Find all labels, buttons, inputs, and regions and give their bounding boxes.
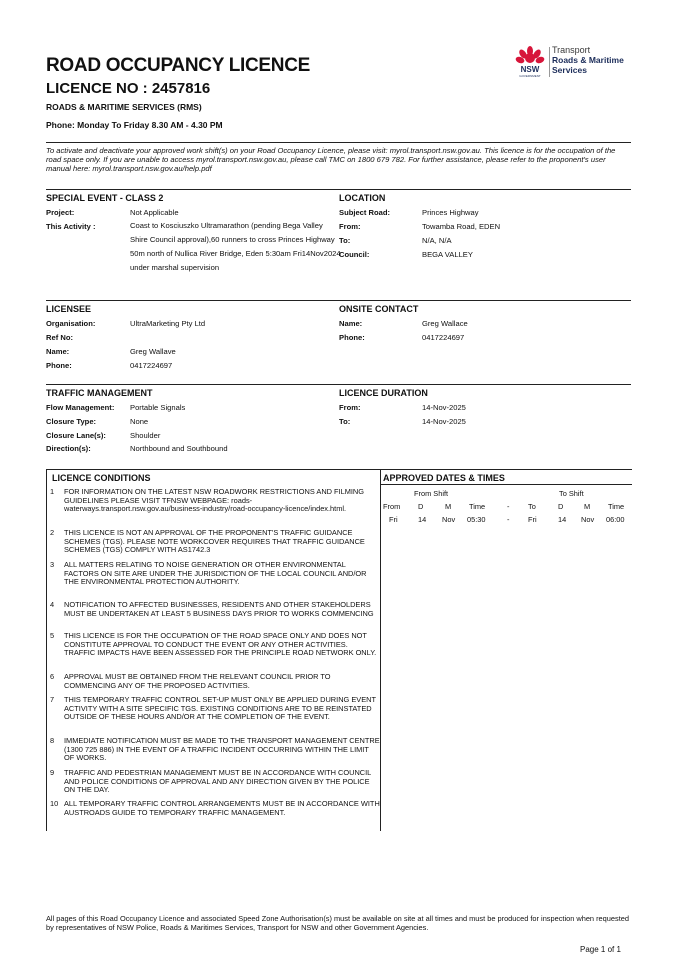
special-event-title: SPECIAL EVENT - CLASS 2 (46, 193, 164, 203)
condition-item: 1 FOR INFORMATION ON THE LATEST NSW ROADWORK RESTRICTIONS AND FILMING GUIDELINES PLEASE VISIT TFNSW WEBPAGE: roads-waterways.transport.nsw.gov.au/business-industry/road-occupancy-licence/index.html. (50, 487, 365, 514)
page-number: Page 1 of 1 (580, 945, 621, 954)
logo-divider (549, 47, 550, 77)
col-from: From (383, 502, 401, 511)
closure-lanes-value: Shoulder (130, 431, 161, 440)
activation-notice: To activate and deactivate your approved work shift(s) on your Road Occupancy Licence, please visit: myrol.transport.nsw.gov.au. This licence is for the occupation of the road space only. If you are unable to access myrol.transport.nsw.gov.au, please call TMC on 1800 679 782. For further assistance, please refer to the proponent's user manual here: myrol.transport.nsw.gov.au/help.pdf (46, 146, 616, 173)
onsite-phone-label: Phone: (339, 333, 365, 342)
closure-type-label: Closure Type: (46, 417, 97, 426)
approved-title-rule (381, 484, 632, 485)
direction-label: Direction(s): (46, 444, 91, 453)
duration-to-label: To: (339, 417, 351, 426)
licence-conditions-title: LICENCE CONDITIONS (52, 473, 151, 483)
closure-type-value: None (130, 417, 149, 426)
nsw-logo (512, 45, 632, 79)
onsite-contact-title: ONSITE CONTACT (339, 304, 419, 314)
waratah-icon (512, 45, 548, 79)
ref-no-label: Ref No: (46, 333, 73, 342)
to-shift-label: To Shift (559, 489, 584, 498)
col-dash: - (507, 502, 510, 511)
footer-notice: All pages of this Road Occupancy Licence and associated Speed Zone Authorisation(s) must be available on site at all times and must be produced for inspection when requested by representatives of NSW Police, Roads & Maritimes Services, Transport for NSW and other Government Agencies. (46, 914, 629, 932)
direction-value: Northbound and Southbound (130, 444, 228, 453)
to-value: N/A, N/A (422, 236, 452, 245)
duration-to-value: 14-Nov-2025 (422, 417, 466, 426)
col-to-month: M (584, 502, 591, 511)
subject-road-value: Princes Highway (422, 208, 479, 217)
divider (46, 189, 631, 190)
to-label: To: (339, 236, 351, 245)
col-to-day: D (558, 502, 564, 511)
licensee-phone-value: 0417224697 (130, 361, 173, 370)
licensee-name-value: Greg Wallave (130, 347, 176, 356)
col-from-day: D (418, 502, 424, 511)
from-value: Towamba Road, EDEN (422, 222, 501, 231)
divider (46, 142, 631, 143)
traffic-management-title: TRAFFIC MANAGEMENT (46, 388, 153, 398)
onsite-name-value: Greg Wallace (422, 319, 468, 328)
duration-from-label: From: (339, 403, 361, 412)
licensee-phone-label: Phone: (46, 361, 72, 370)
closure-lanes-label: Closure Lane(s): (46, 431, 106, 440)
condition-item: 7 THIS TEMPORARY TRAFFIC CONTROL SET-UP MUST ONLY BE APPLIED DURING EVENT ACTIVITY WITH A SITE SPECIFIC TGS. EXISTING CONDITIONS ARE TO BE REINSTATED OUTSIDE OF THESE HOURS AND/OR AT THE COMPLETION OF THE EVENT. (50, 695, 376, 722)
col-from-month: M (445, 502, 452, 511)
from-shift-label: From Shift (414, 489, 449, 498)
condition-item: 9 TRAFFIC AND PEDESTRIAN MANAGEMENT MUST BE IN ACCORDANCE WITH COUNCIL AND POLICE CONDITIONS OF APPROVAL AND ANY DIRECTION GIVEN BY THE POLICE ON THE DAY. (50, 768, 372, 795)
condition-item: 4 NOTIFICATION TO AFFECTED BUSINESSES, RESIDENTS AND OTHER STAKEHOLDERS MUST BE UNDERTAKEN AT LEAST 5 BUSINESS DAYS PRIOR TO WORKS COMMENCING (50, 600, 374, 618)
shift-dash: - (507, 515, 510, 524)
condition-item: 10 ALL TEMPORARY TRAFFIC CONTROL ARRANGEMENTS MUST BE IN ACCORDANCE WITH AUSTROADS GUIDE TO TEMPORARY TRAFFIC MANAGEMENT. (50, 799, 380, 817)
svg-text:NSW: NSW (520, 65, 540, 74)
issuing-organisation: ROADS & MARITIME SERVICES (RMS) (46, 102, 202, 112)
activity-value: Coast to Kosciuszko Ultramarathon (pending Bega Valley Shire Council approval),60 runners to cross Princes Highway 50m north of Nullica River Bridge, Eden 5:30am Fri14Nov2024 under marshal supervision (130, 221, 341, 272)
col-to: To (528, 502, 536, 511)
shift-to-weekday: Fri (528, 515, 537, 524)
flow-management-label: Flow Management: (46, 403, 115, 412)
col-to-time: Time (608, 502, 625, 511)
onsite-name-label: Name: (339, 319, 363, 328)
condition-item: 8 IMMEDIATE NOTIFICATION MUST BE MADE TO THE TRANSPORT MANAGEMENT CENTRE (1300 725 886) IN THE EVENT OF A TRAFFIC INCIDENT OCCURRING WITHIN THE LIMIT OF WORKS. (50, 736, 380, 763)
council-value: BEGA VALLEY (422, 250, 473, 259)
onsite-phone-value: 0417224697 (422, 333, 465, 342)
conditions-column-divider (380, 469, 381, 831)
flow-management-value: Portable Signals (130, 403, 186, 412)
approved-dates-title: APPROVED DATES & TIMES (383, 473, 505, 483)
shift-from-weekday: Fri (389, 515, 398, 524)
shift-from-day: 14 (418, 515, 427, 524)
shift-to-time: 06:00 (606, 515, 625, 524)
project-label: Project: (46, 208, 75, 217)
location-title: LOCATION (339, 193, 386, 203)
duration-from-value: 14-Nov-2025 (422, 403, 466, 412)
subject-road-label: Subject Road: (339, 208, 391, 217)
licence-number: LICENCE NO : 2457816 (46, 80, 211, 97)
page-title: ROAD OCCUPANCY LICENCE (46, 55, 310, 76)
divider (46, 300, 631, 301)
condition-item: 6 APPROVAL MUST BE OBTAINED FROM THE RELEVANT COUNCIL PRIOR TO COMMENCING ANY OF THE PROPOSED ACTIVITIES. (50, 672, 331, 690)
activity-label: This Activity : (46, 222, 96, 231)
condition-item: 2 THIS LICENCE IS NOT AN APPROVAL OF THE PROPONENT'S TRAFFIC GUIDANCE SCHEMES (TGS). PLEASE NOTE WORKCOVER REQUIRES THAT TRAFFIC GUIDANCE SCHEMES (TGS) COMPLY WITH AS1742.3 (50, 528, 365, 555)
council-label: Council: (339, 250, 370, 259)
shift-from-month: Nov (442, 515, 456, 524)
logo-text: Transport Roads & Maritime Services (552, 45, 624, 75)
licensee-name-label: Name: (46, 347, 70, 356)
col-from-time: Time (469, 502, 486, 511)
organisation-value: UltraMarketing Pty Ltd (130, 319, 206, 328)
office-hours: Phone: Monday To Friday 8.30 AM - 4.30 PM (46, 120, 223, 130)
condition-item: 5 THIS LICENCE IS FOR THE OCCUPATION OF THE ROAD SPACE ONLY AND DOES NOT CONSTITUTE APPROVAL TO CONDUCT THE EVENT OR ANY OTHER ACTIVITIES. TRAFFIC IMPACTS HAVE BEEN ASSESSED FOR THE PRINCIPLE ROAD NETWORK ONLY. (50, 631, 377, 658)
condition-item: 3 ALL MATTERS RELATING TO NOISE GENERATION OR OTHER ENVIRONMENTAL FACTORS ON SITE ARE UNDER THE JURISDICTION OF THE LOCAL COUNCIL AND/OR THE ENVIRONMENTAL PROTECTION AUTHORITY. (50, 560, 367, 587)
licensee-title: LICENSEE (46, 304, 92, 314)
divider (46, 384, 631, 385)
shift-to-month: Nov (581, 515, 595, 524)
project-value: Not Applicable (130, 208, 179, 217)
shift-from-time: 05:30 (467, 515, 486, 524)
from-label: From: (339, 222, 361, 231)
licence-duration-title: LICENCE DURATION (339, 388, 428, 398)
svg-text:GOVERNMENT: GOVERNMENT (519, 74, 541, 78)
organisation-label: Organisation: (46, 319, 96, 328)
shift-to-day: 14 (558, 515, 567, 524)
